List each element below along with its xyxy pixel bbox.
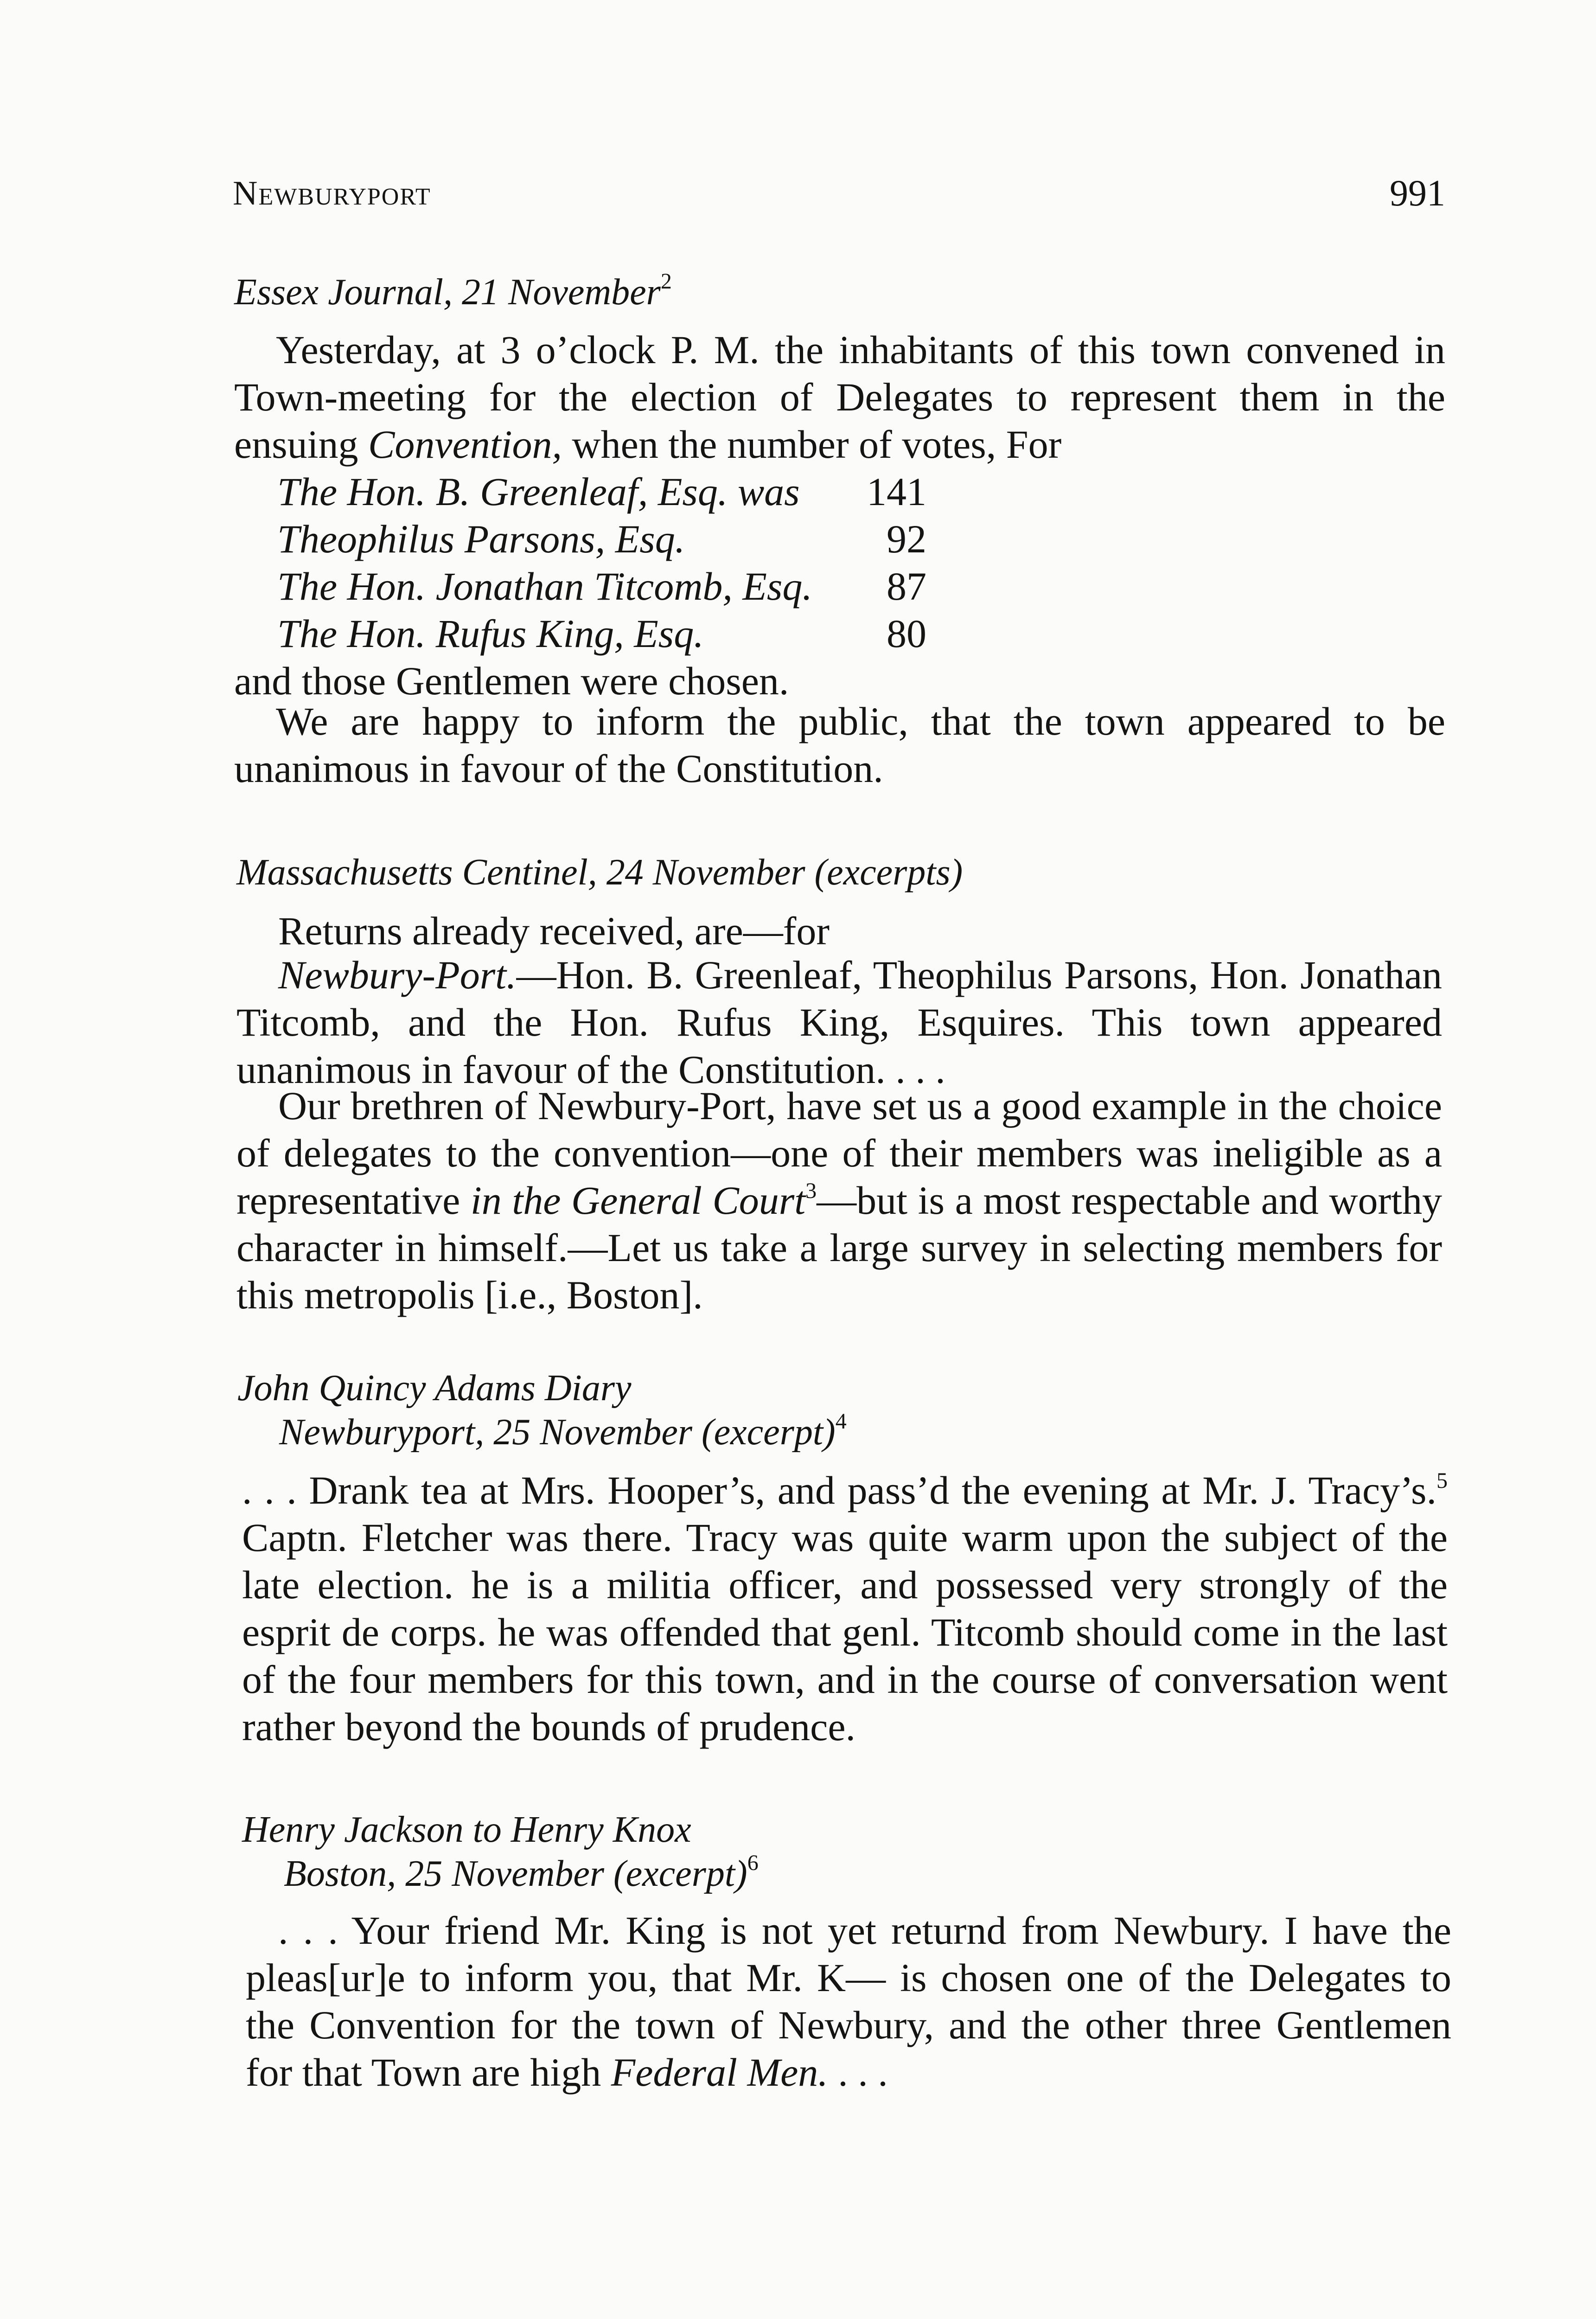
footnote-marker: 6: [747, 1851, 759, 1875]
adams-subheading: Newburyport, 25 November (excerpt)$^4$: [279, 1409, 847, 1453]
jackson-subheading: Boston, 25 November (excerpt)$^6$: [284, 1851, 759, 1894]
jackson-paragraph: . . . Your friend Mr. King is not yet returnd from Newbury. I have the pleas[ur]e to inform you, that Mr. K— is chosen one of the Delegates to the Convention for the town of Newbury, and the other three Gentlemen for that Town are high Federal Men. . . .: [246, 1908, 1451, 2095]
centinel-heading: Massachusetts Centinel, 24 November (excerpts): [236, 852, 963, 893]
vote-count: 87: [887, 564, 926, 609]
candidate-name: The Hon. Rufus King, Esq.: [277, 611, 704, 656]
essex-chosen-line: and those Gentlemen were chosen.: [234, 659, 789, 703]
adams-paragraph: . . . Drank tea at Mrs. Hooper’s, and pass’d the evening at Mr. J. Tracy’s.$^5$ Captn. Fletcher was there. Tracy was quite warm upon the subject of the late election. he is a militia officer, and possessed very strongly of the esprit de corps. he was offended that genl. Titcomb should come in the last of the four members for this town, and in the course of conversation went rather beyond the bounds of prudence.: [242, 1468, 1448, 1749]
vote-row: [277, 563, 926, 610]
vote-count: 92: [887, 517, 926, 561]
running-head-title: Newburyport: [233, 174, 431, 212]
centinel-paragraph-3: Our brethren of Newbury-Port, have set us a good example in the choice of delegates to the convention—one of their members was ineligible as a representative in the General Court$^3$—but is a most respectable and worthy character in himself.—Let us take a large survey in selecting members for this metropolis [i.e., Boston].: [236, 1083, 1442, 1317]
candidate-name: The Hon. B. Greenleaf, Esq. was: [277, 469, 800, 514]
footnote-marker: 2: [660, 269, 672, 294]
essex-paragraph-2: We are happy to inform the public, that the town appeared to be unanimous in favour of the Constitution.: [234, 699, 1445, 791]
page-number: 991: [1390, 173, 1445, 214]
footnote-marker: 4: [835, 1409, 847, 1434]
candidate-name: The Hon. Jonathan Titcomb, Esq.: [277, 564, 812, 609]
jackson-heading: Henry Jackson to Henry Knox: [242, 1809, 691, 1850]
footnote-marker: 5: [1436, 1468, 1448, 1493]
footnote-marker: 3: [805, 1179, 817, 1203]
vote-row: [277, 515, 926, 563]
candidate-name: Theophilus Parsons, Esq.: [277, 517, 685, 561]
centinel-paragraph-2: Newbury-Port.—Hon. B. Greenleaf, Theophilus Parsons, Hon. Jonathan Titcomb, and the Hon. Rufus King, Esquires. This town appeared unanimous in favour of the Constitution. . . .: [236, 953, 1442, 1092]
vote-count: 141: [867, 469, 926, 514]
essex-heading: Essex Journal, 21 November$^2$: [234, 269, 672, 313]
centinel-paragraph-1: Returns already received, are—for: [278, 909, 830, 953]
adams-heading: John Quincy Adams Diary: [237, 1368, 632, 1409]
vote-row: [277, 610, 926, 657]
vote-table: [277, 468, 926, 657]
vote-row: [277, 468, 926, 515]
essex-paragraph-1: Yesterday, at 3 o’clock P. M. the inhabitants of this town convened in Town-meeting for the election of Delegates to represent them in the ensuing Convention, when the number of votes, For: [234, 327, 1445, 467]
vote-count: 80: [887, 611, 926, 656]
